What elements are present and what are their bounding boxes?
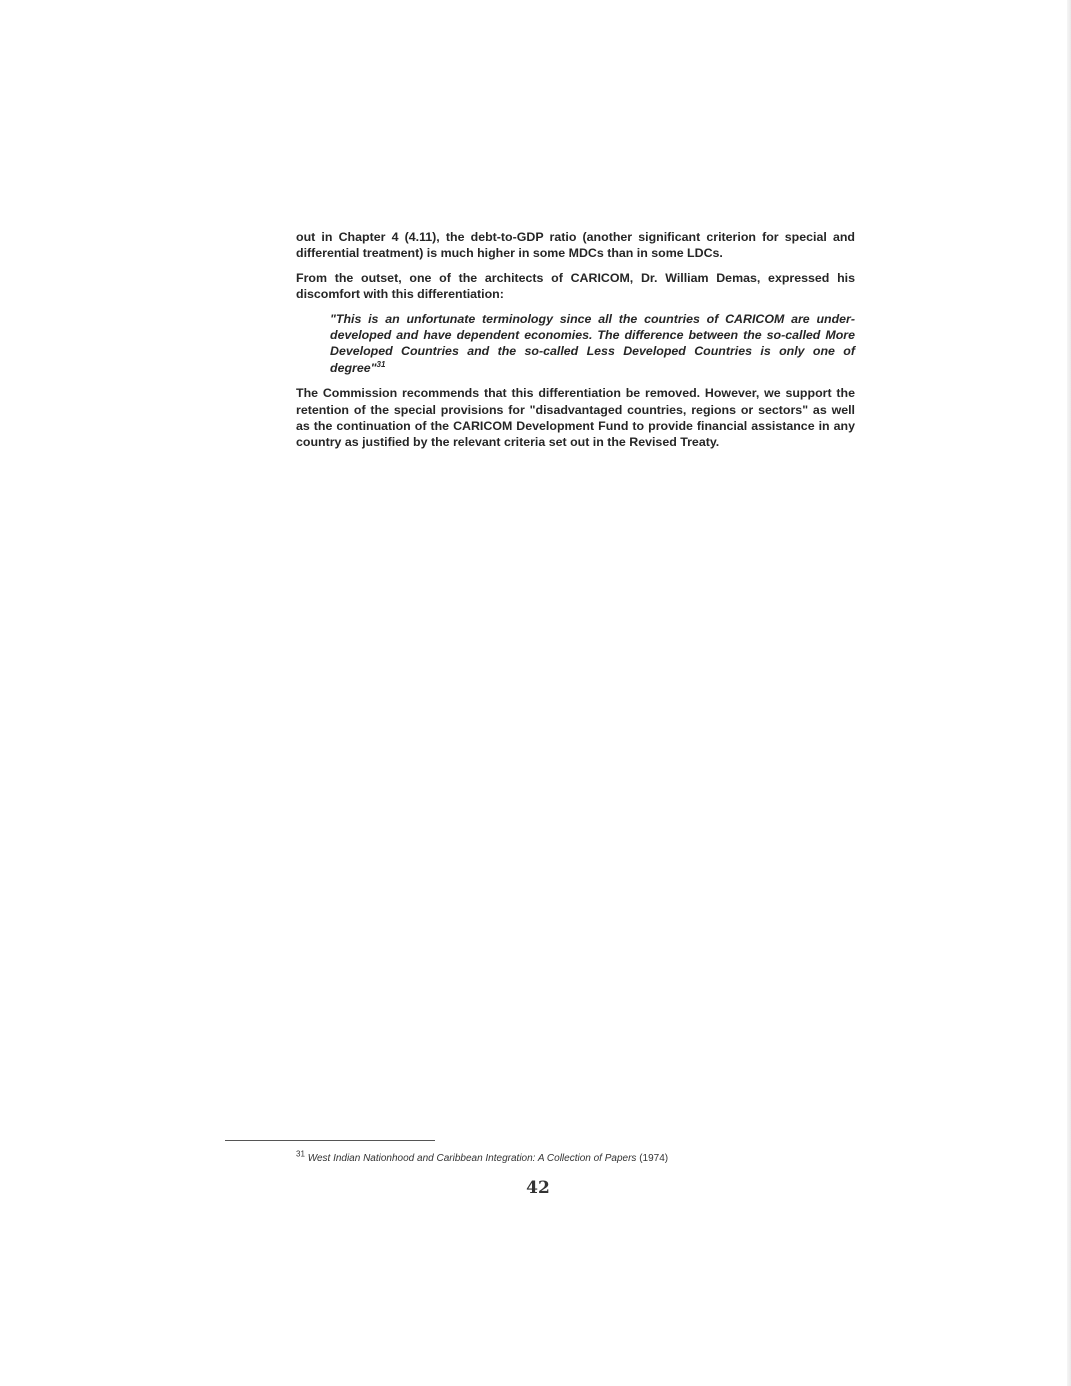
scan-edge-shadow: [1067, 0, 1071, 1386]
quote-footnote-ref: 31: [376, 359, 386, 369]
paragraph-commission-recommendation: The Commission recommends that this differentiation be removed. However, we support the retention of the special provisions for "disadvantaged countries, regions or sectors" as well as the continuation of the CARICOM Development Fund to provide financial assistance in any country as justified by the relevant criteria set out in the Revised Treaty.: [296, 386, 855, 450]
paragraph-debt-ratio: out in Chapter 4 (4.11), the debt-to-GDP ratio (another significant criterion for special and differential treatment) is much higher in some MDCs than in some LDCs.: [296, 230, 855, 261]
document-body: [296, 229, 855, 459]
footnote-number: 31: [296, 1149, 305, 1159]
page-number: 42: [526, 1178, 550, 1198]
demas-quote: [330, 311, 855, 377]
quote-text: "This is an unfortunate terminology since all the countries of CARICOM are under-developed and have dependent economies. The difference between the so-called More Developed Countries and the so-called Less Developed Countries is only one of degree": [330, 311, 855, 375]
footnote-divider: [225, 1140, 435, 1141]
footnote: [296, 1149, 669, 1166]
paragraph-demas-intro: From the outset, one of the architects of CARICOM, Dr. William Demas, expressed his discomfort with this differentiation:: [296, 270, 855, 302]
footnote-year: (1974): [639, 1153, 669, 1164]
footnote-title: West Indian Nationhood and Caribbean Integration: A Collection of Papers: [307, 1153, 637, 1164]
